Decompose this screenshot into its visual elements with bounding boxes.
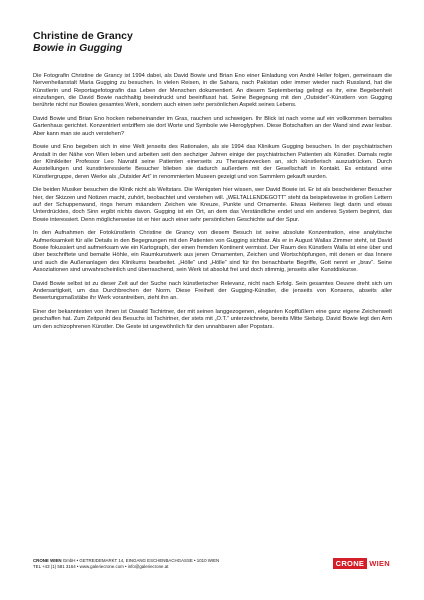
paragraph: David Bowie und Brian Eno hocken nebeneinander im Gras, rauchen und schweigen. Ihr Blick ist nach vorne auf ein vollkommen bemaltes Gartenhaus gerichtet. Konzentriert entziffern sie dort Worte und Symbole wie Hieroglyphen. Diese Botschaften an der Wand sind zwar lesbar. Aber kann man sie auch verstehen? xyxy=(33,116,392,137)
paragraph: Die Fotografin Christine de Grancy ist 1994 dabei, als David Bowie und Brian Eno einer Einladung von André Heller folgen, gemeinsam die Nervenheilanstalt Maria Gugging zu besuchen. In vielen Reisen, in die Sahara, nach Pakistan oder immer wieder nach Russland, hat die Künstlerin und Reportagefotografin das Leben der Menschen dokumentiert. An diesem Septembertag gelingt es ihr, eine Begebenheit einzufangen, die David Bowie nachhaltig beeindruckt und beeinflusst hat. Seine Begegnung mit den „Outsider“-Künstlern von Gugging berührte nicht nur Bowies gesamtes Werk, sondern auch einen sehr persönlichen Aspekt seines Lebens. xyxy=(33,73,392,109)
logo-wien: WIEN xyxy=(369,559,390,568)
document-footer xyxy=(33,558,392,582)
document-body xyxy=(33,73,392,337)
paragraph: Einer der bekanntesten von ihnen ist Oswald Tschirtner, der mit seinen langgezogenen, eleganten Kopffüßlern eine ganz eigene Zeichenwelt geschaffen hat. Zum Zeitpunkt des Besuchs ist Tschirtner, der stets mit „O.T.“ unterzeichnete, bereits Mitte Siebzig. David Bowie legt den Arm um den schizophrenen Künstler. Die Geste ist ungewöhnlich für den unnahbaren aller Popstars. xyxy=(33,309,392,330)
footer-company-name: CRONE WIEN xyxy=(33,558,62,563)
footer-address xyxy=(33,558,323,570)
paragraph: David Bowie selbst ist zu dieser Zeit auf der Suche nach künstlerischer Relevanz, nicht nach Erfolg. Sein gesamtes Oeuvre dreht sich um Andersartigkeit, um das Durchbrechen der Norm. Diese Freiheit der Gugging-Künstler, die jenseits von Konsens, abseits aller Bewertungsmaßstäbe ihr Werk vorantreiben, zieht ihn an. xyxy=(33,280,392,302)
page-title: Christine de Grancy xyxy=(33,30,133,42)
logo-crone: CRONE xyxy=(333,558,368,569)
crone-wien-logo xyxy=(333,558,392,569)
page-subtitle: Bowie in Gugging xyxy=(33,42,123,54)
footer-line-contact: TEL +43 (1) 581 3164 • www.galeriecrone.com • info@galeriecrone.at xyxy=(33,564,169,569)
paragraph: Bowie und Eno begeben sich in eine Welt jenseits des Rationalen, als sie 1994 das Klinikum Gugging besuchen. In der psychiatrischen Anstalt in der Nähe von Wien leben und arbeiten seit den sechziger Jahren einige der psychiatrischen Patienten als Künstler. Damals regte der Klinikleiter Professor Leo Navratil seine Patienten einerseits zu Therapiezwecken an, sich künstlerisch auszudrücken. Durch Ausstellungen und kunstinteressierte Besucher blieben sie dadurch außerdem mit der Gesellschaft in Kontakt. Es entstand eine Künstlergruppe, deren Werke als „Outsider Art“ in renommierten Museen gezeigt und von Sammlern gekauft wurden. xyxy=(33,144,392,180)
footer-address-text: GmbH • GETREIDEMARKT 14, EINGANG ESCHENBACHGASSE • 1010 WIEN xyxy=(61,558,220,563)
paragraph: Die beiden Musiker besuchen die Klinik nicht als Weltstars. Die Wenigsten hier wissen, wer David Bowie ist. Er ist als bescheidener Besucher hier, der Skizzen und Notizen macht, zuhört, beobachtet und verstehen will. „WELTALLENDEGOTT“ steht da beispielsweise in großen Lettern auf der Schuppenwand, rings herum mäandern Zeichen wie Kreuze, Punkte und Ornamente. Etwas Heiteres liegt darin und etwas Unterdrücktes, doch Sinn ergibt nichts davon. Gugging ist ein Ort, an dem das Verständliche endet und ein anderes System beginnt, das Bowie interessiert. Denn möglicherweise ist er hier auch einer sehr persönlichen Geschichte auf der Spur. xyxy=(33,187,392,223)
paragraph: In den Aufnahmen der Fotokünstlerin Christine de Grancy von diesem Besuch ist seine absolute Konzentration, eine analytische Aufmerksamkeit für alle Details in den Begegnungen mit den Patienten von Gugging sichtbar. Als er in August Wallas Zimmer steht, ist David Bowie fokussiert und aufmerksam wie ein Kartograph, der einen fremden Kontinent vermisst. Der Raum des Künstlers Walla ist eine über und über beschriftete und bemalte Höhle, ein Raumkunstwerk aus jenen Ornamenten, Zeichen und Wortschöpfungen, mit denen er das Innere und auch die Außenanlagen des Klinikums bearbeitet. „Hölle“ und „Hölle“ sind für ihn benachbarte Begriffe, Gott nennt er „brav“. Seine Assoziationen sind unwahrscheinlich und überraschend, sein Werk ist absolut frei und doch stimmig, jenseits aller Kunstdiskurse. xyxy=(33,230,392,274)
document-header xyxy=(33,30,393,54)
